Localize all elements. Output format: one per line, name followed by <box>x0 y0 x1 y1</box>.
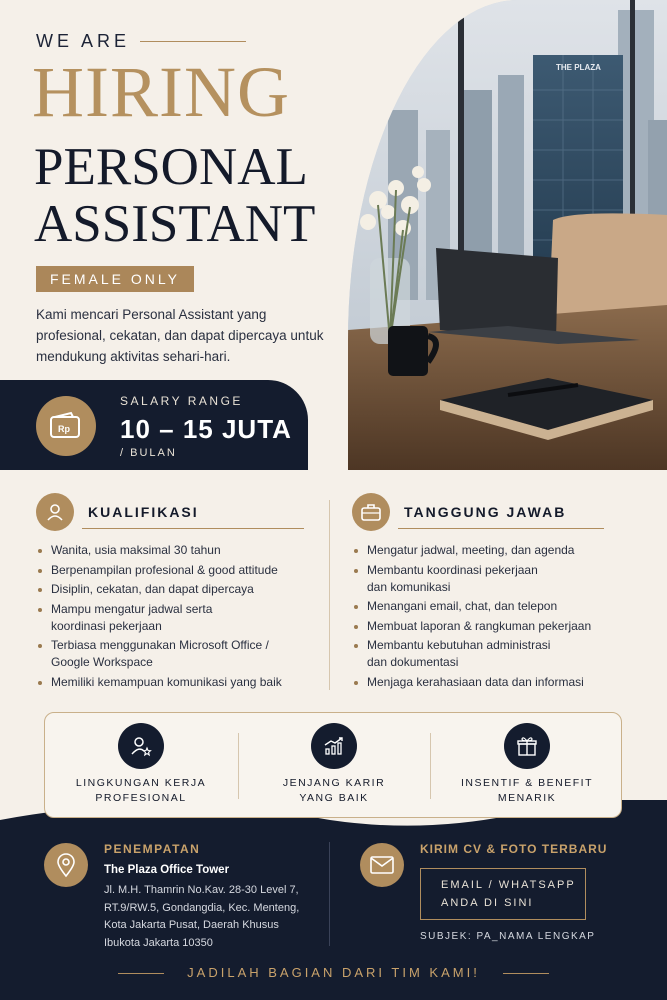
wallet-icon <box>36 396 96 456</box>
envelope-icon <box>360 843 404 887</box>
contact-subject: SUBJEK: PA_NAMA LENGKAP <box>420 931 596 942</box>
location-pin-icon <box>44 843 88 887</box>
list-item: Membantu koordinasi pekerjaan dan komunikasi <box>352 562 632 596</box>
female-only-badge: FEMALE ONLY <box>36 266 194 292</box>
footer-tagline: JADILAH BAGIAN DARI TIM KAMI! <box>187 965 480 980</box>
location-address: Jl. M.H. Thamrin No.Kav. 28-30 Level 7, RT.9/RW.5, Gondangdia, Kec. Menteng, Kota Jakarta Pusat, Daerah Khusus Ibukota Jakarta 10350 <box>104 884 300 949</box>
benefit-career-path <box>238 713 430 819</box>
intro-text: Kami mencari Personal Assistant yang profesional, cekatan, dan dapat dipercaya untuk mendukung aktivitas sehari-hari. <box>36 307 324 364</box>
position-title-line2: ASSISTANT <box>34 195 316 253</box>
list-item: Menangani email, chat, dan telepon <box>352 598 632 615</box>
responsibilities-section <box>352 492 632 693</box>
benefit-line2: PROFESIONAL <box>95 792 187 804</box>
responsibilities-title: TANGGUNG JAWAB <box>404 504 567 520</box>
list-item: Disiplin, cekatan, dan dapat dipercaya <box>36 581 316 598</box>
benefit-line2: MENARIK <box>497 792 557 804</box>
list-item: Membuat laporan & rangkuman pekerjaan <box>352 618 632 635</box>
growth-chart-icon <box>311 723 357 769</box>
list-item: Mengatur jadwal, meeting, dan agenda <box>352 542 632 559</box>
salary-panel <box>0 380 308 470</box>
contact-title: KIRIM CV & FOTO TERBARU <box>420 842 608 856</box>
office-illustration <box>348 0 667 470</box>
we-are-text: WE ARE <box>36 31 131 51</box>
hiring-headline: HIRING <box>32 52 290 132</box>
list-item: Membantu kebutuhan administrasi dan dokumentasi <box>352 637 632 671</box>
list-item: Memiliki kemampuan komunikasi yang baik <box>36 674 316 691</box>
salary-label: SALARY RANGE <box>120 394 243 408</box>
responsibilities-list <box>352 542 632 691</box>
qualifications-list <box>36 542 316 691</box>
location-title: PENEMPATAN <box>104 842 201 856</box>
benefit-line1: LINGKUNGAN KERJA <box>75 777 207 789</box>
contact-box[interactable] <box>420 868 586 920</box>
list-item: Mampu mengatur jadwal serta koordinasi pekerjaan <box>36 601 316 635</box>
qualifications-title: KUALIFIKASI <box>88 504 199 520</box>
list-item: Wanita, usia maksimal 30 tahun <box>36 542 316 559</box>
list-item: Terbiasa menggunakan Microsoft Office / Google Workspace <box>36 637 316 671</box>
qualifications-underline <box>82 528 304 529</box>
qualifications-section <box>36 492 316 693</box>
benefit-work-environment <box>45 713 237 819</box>
gift-icon <box>504 723 550 769</box>
we-are-divider <box>140 41 246 42</box>
benefit-line1: INSENTIF & BENEFIT <box>460 777 593 789</box>
benefit-incentive <box>431 713 623 819</box>
office-photo <box>348 0 667 470</box>
person-star-icon <box>118 723 164 769</box>
location-name: The Plaza Office Tower <box>104 864 230 876</box>
list-item: Berpenampilan profesional & good attitude <box>36 562 316 579</box>
column-divider <box>329 500 330 690</box>
photo-building-sign: THE PLAZA <box>556 63 601 72</box>
briefcase-icon <box>352 493 390 531</box>
benefit-line1: JENJANG KARIR <box>282 777 386 789</box>
wallet-icon-text: Rp <box>58 424 70 434</box>
user-icon <box>36 493 74 531</box>
position-title-line1: PERSONAL <box>34 138 308 196</box>
salary-value: 10 – 15 JUTA <box>120 414 292 444</box>
list-item: Menjaga kerahasiaan data dan informasi <box>352 674 632 691</box>
bottom-divider <box>329 842 330 946</box>
salary-unit: / BULAN <box>120 447 177 459</box>
benefit-line2: YANG BAIK <box>299 792 369 804</box>
contact-box-line1: EMAIL / WHATSAPP <box>441 879 576 891</box>
contact-box-line2: ANDA DI SINI <box>441 897 534 909</box>
benefits-panel <box>44 712 622 818</box>
responsibilities-underline <box>398 528 604 529</box>
